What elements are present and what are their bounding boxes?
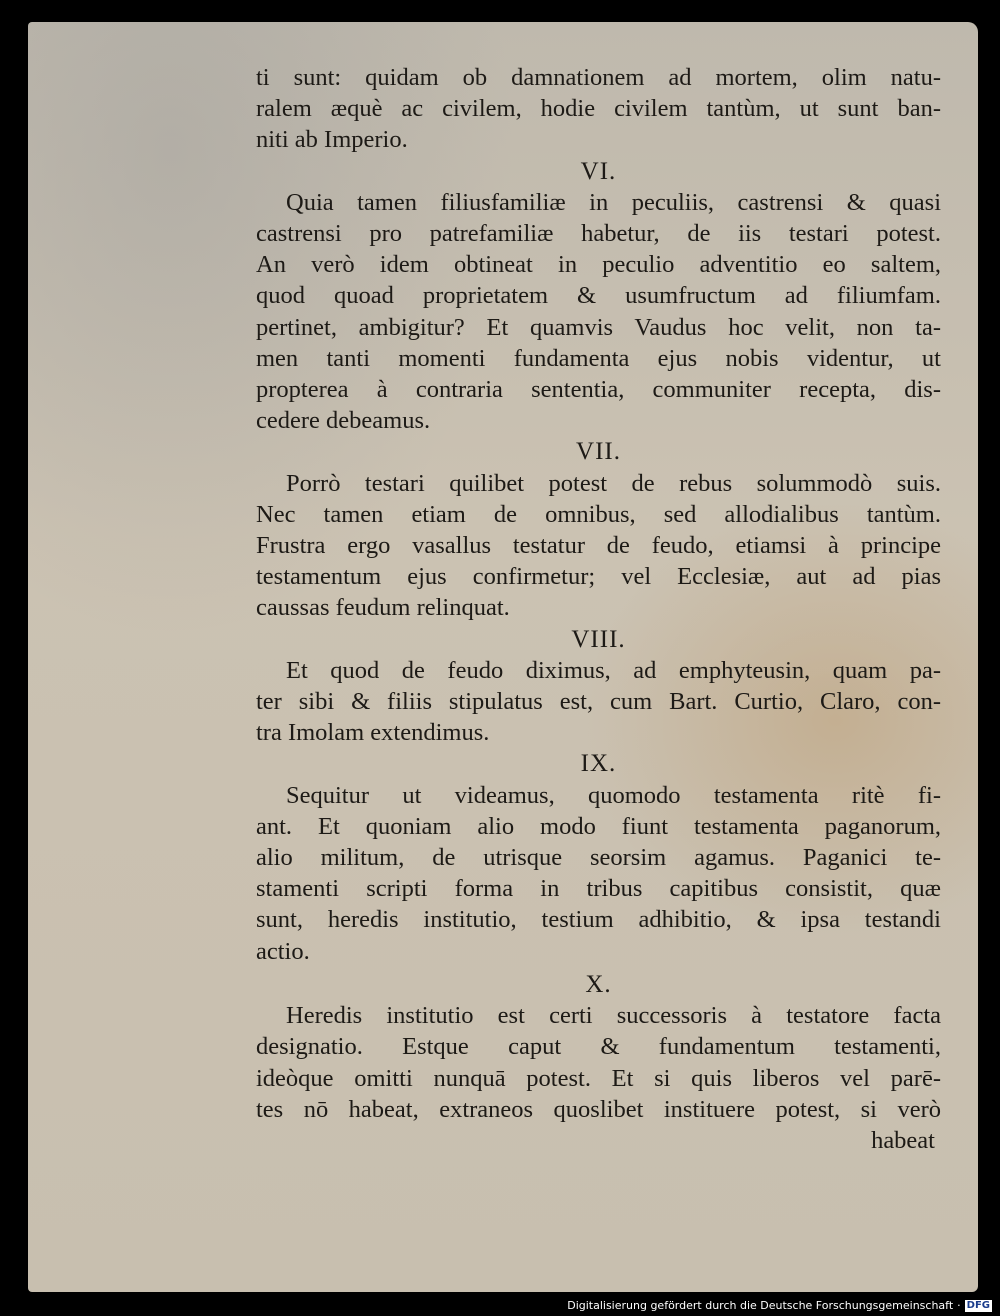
text-line: designatio. Estque caput & fundamentum testamenti, [256,1033,941,1061]
separator-dot: · [957,1299,961,1312]
digitization-credit [567,1299,992,1312]
dfg-logo-icon: DFG [966,1299,990,1311]
text-line: actio. [256,937,310,965]
text-line: ralem æquè ac civilem, hodie civilem tantùm, ut sunt ban- [256,95,941,123]
text-line: castrensi pro patrefamiliæ habetur, de iis testari potest. [256,220,941,248]
text-line: stamenti scripti forma in tribus capitibus consistit, quæ [256,875,941,903]
text-line: men tanti momenti fundamenta ejus nobis videntur, ut [256,344,941,372]
text-line: ter sibi & filiis stipulatus est, cum Bart. Curtio, Claro, con- [256,688,941,716]
text-line: Et quod de feudo diximus, ad emphyteusin, quam pa- [286,656,941,684]
text-line: tra Imolam extendimus. [256,719,490,747]
catchword: habeat [871,1126,935,1154]
text-line: propterea à contraria sententia, communiter recepta, dis- [256,376,941,404]
text-line: testamentum ejus confirmetur; vel Ecclesiæ, aut ad pias [256,563,941,591]
text-line: Nec tamen etiam de omnibus, sed allodialibus tantùm. [256,500,941,528]
text-line: Heredis institutio est certi successoris à testatore facta [286,1002,941,1030]
text-line: An verò idem obtineat in peculio adventitio eo saltem, [256,251,941,279]
text-line: Quia tamen filiusfamiliæ in peculiis, castrensi & quasi [286,188,941,216]
text-line: caussas feudum relinquat. [256,594,510,622]
text-line: pertinet, ambigitur? Et quamvis Vaudus hoc velit, non ta- [256,313,941,341]
text-line: cedere debeamus. [256,407,431,435]
text-line: Frustra ergo vasallus testatur de feudo, etiamsi à principe [256,532,941,560]
section-heading-vi: VI. [580,157,617,185]
section-heading-viii: VIII. [571,625,626,653]
text-line: ti sunt: quidam ob damnationem ad mortem, olim natu- [256,64,941,91]
text-line: niti ab Imperio. [256,126,408,154]
text-line: Porrò testari quilibet potest de rebus solummodò suis. [286,469,941,497]
page-text [256,62,941,1156]
text-line: ant. Et quoniam alio modo fiunt testamenta paganorum, [256,812,941,840]
credit-text: Digitalisierung gefördert durch die Deutsche Forschungsgemeinschaft [567,1299,954,1312]
section-heading-x: X. [585,970,612,998]
text-line: quod quoad proprietatem & usumfructum ad filiumfam. [256,282,941,310]
text-line: alio militum, de utrisque seorsim agamus. Paganici te- [256,844,941,872]
text-line: sunt, heredis institutio, testium adhibitio, & ipsa testandi [256,906,941,934]
section-heading-vii: VII. [576,438,621,466]
section-heading-ix: IX. [580,750,617,778]
scanned-page [28,22,978,1292]
text-line: ideòque omitti nunquā potest. Et si quis liberos vel parē- [256,1064,941,1092]
text-line: tes nō habeat, extraneos quoslibet instituere potest, si verò [256,1095,941,1123]
text-line: Sequitur ut videamus, quomodo testamenta ritè fi- [286,781,941,809]
